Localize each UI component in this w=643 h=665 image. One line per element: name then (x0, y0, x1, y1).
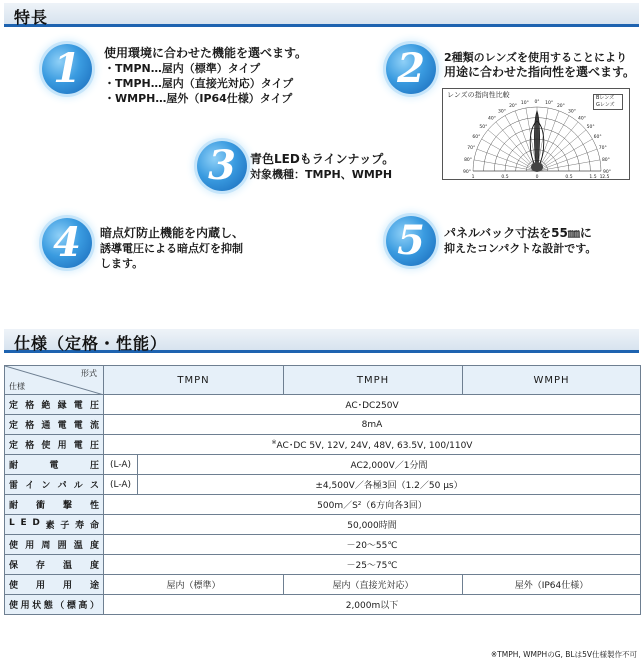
row-value-mark: ※ (271, 439, 277, 446)
model-header: WMPH (463, 366, 641, 395)
polar-scale-label: 2.5 (602, 175, 610, 180)
label-char: 用 (57, 441, 67, 451)
row-value: －25～75℃ (104, 555, 641, 575)
row-value: 屋内（直接光対応） (284, 575, 463, 595)
label-char: 通 (41, 421, 51, 431)
label-char: 電 (49, 461, 59, 471)
label-char: 用 (20, 601, 30, 611)
label-char: 圧 (89, 441, 99, 451)
table-row (5, 435, 641, 455)
spec-title: 仕様（定格・性能） (14, 334, 168, 353)
polar-angle-label: 40° (578, 116, 586, 122)
polar-angle-label: 0° (534, 100, 540, 105)
label-char: 定 (9, 441, 19, 451)
model-header: TMPN (104, 366, 284, 395)
label-char: 衝 (35, 501, 45, 511)
row-value-text: AC･DC 5V, 12V, 24V, 48V, 63.5V, 100/110V (276, 441, 473, 451)
label-char: 格 (25, 421, 35, 431)
feature-4-badge (42, 218, 92, 268)
label-char: 使 (9, 601, 19, 611)
label-char: 電 (73, 441, 83, 451)
row-tag: (L-A) (104, 455, 138, 475)
label-char: 周 (41, 541, 51, 551)
row-label (5, 555, 104, 575)
polar-lobe-base (531, 162, 543, 172)
polar-scale-label: 0 (535, 175, 539, 180)
polar-angle-label: 80° (601, 157, 610, 163)
polar-scale-label: 1 (471, 175, 475, 180)
polar-angle-label: 50° (479, 125, 488, 131)
table-row (5, 395, 641, 415)
row-value: 8mA (104, 415, 641, 435)
spec-table (4, 365, 641, 615)
polar-angle-label: 20° (509, 104, 518, 110)
label-char: 素 (45, 521, 55, 531)
label-char: 使 (41, 441, 51, 451)
label-char: 用 (25, 541, 35, 551)
label-char: 耐 (9, 461, 19, 471)
label-char: 保 (9, 561, 19, 571)
feature-1-line: ・TMPN…屋内（標準）タイプ (104, 62, 261, 75)
feature-4-line: 暗点灯防止機能を内蔵し、 (100, 226, 245, 240)
row-label-text (9, 438, 99, 451)
table-row (5, 415, 641, 435)
polar-scale-label: 1.5 (589, 175, 597, 180)
corner-top-label: 形式 (81, 369, 97, 378)
row-value: 50,000時間 (104, 515, 641, 535)
label-char: 温 (73, 541, 83, 551)
label-char: ル (73, 481, 83, 491)
label-char: 雷 (9, 481, 19, 491)
row-value: 屋外（IP64仕様） (463, 575, 641, 595)
label-char: 電 (73, 421, 83, 431)
label-char: L (9, 518, 15, 528)
label-char: 電 (57, 421, 67, 431)
feature-5-line: パネルバック寸法を55㎜に (444, 226, 592, 240)
feature-1-badge (42, 44, 92, 94)
label-char: 度 (89, 541, 99, 551)
table-row (5, 535, 641, 555)
row-value: 屋内（標準） (104, 575, 284, 595)
feature-3-line: 青色LEDもラインナップ。 (250, 152, 395, 166)
row-label-text (9, 578, 99, 591)
feature-4-text (100, 226, 244, 271)
label-char: 電 (73, 401, 83, 411)
label-char: 性 (89, 501, 99, 511)
polar-angle-label: 30° (498, 109, 506, 115)
label-char: 格 (25, 401, 35, 411)
label-char: 使 (9, 581, 19, 591)
spec-section-header (4, 329, 639, 353)
polar-angle-label: 70° (467, 146, 476, 152)
label-char: 囲 (57, 541, 67, 551)
feature-3-badge (197, 141, 247, 191)
feature-5-number: 5 (397, 217, 425, 264)
row-label (5, 435, 104, 455)
label-char: （ (55, 601, 65, 611)
row-label-text (9, 398, 99, 411)
label-char: 絶 (41, 401, 51, 411)
polar-chart-legend (593, 94, 623, 110)
label-char: 命 (89, 521, 99, 531)
corner-cell (5, 366, 104, 395)
label-char: ） (89, 601, 99, 611)
row-label (5, 595, 104, 615)
polar-angle-label: 10° (545, 101, 554, 107)
label-char: 定 (9, 421, 19, 431)
feature-4-line: します。 (100, 257, 144, 270)
label-char: 流 (89, 421, 99, 431)
row-label-text (9, 518, 99, 531)
label-char: 状 (32, 601, 42, 611)
feature-4-number: 4 (53, 219, 81, 266)
label-char: 高 (78, 601, 88, 611)
row-value: AC2,000V／1分間 (138, 455, 641, 475)
label-char: 用 (62, 581, 72, 591)
row-label-text (9, 458, 99, 471)
legend-item: Gレンズ (596, 102, 615, 108)
table-header-row (5, 366, 641, 395)
polar-scale-label: 1 (599, 175, 603, 180)
polar-angle-label: 50° (586, 125, 595, 131)
row-label (5, 475, 104, 495)
label-char: 撃 (62, 501, 72, 511)
polar-angle-label: 80° (464, 157, 473, 163)
footnote: ※TMPH, WMPHのG, BLは5V仕様製作不可 (490, 650, 637, 659)
label-char: 縁 (57, 401, 67, 411)
feature-2-line: 2種類のレンズを使用することにより (444, 51, 628, 64)
features-section-header (4, 3, 639, 27)
row-label (5, 395, 104, 415)
model-header: TMPH (284, 366, 463, 395)
label-char: 存 (35, 561, 45, 571)
table-row (5, 575, 641, 595)
row-label (5, 515, 104, 535)
polar-angle-label: 90° (463, 170, 471, 175)
corner-bottom-label: 仕様 (9, 382, 25, 391)
label-char: 温 (62, 561, 72, 571)
row-value (104, 435, 641, 455)
feature-1-text (104, 46, 307, 106)
lens-directivity-chart (442, 88, 630, 180)
row-label-text (9, 478, 99, 491)
label-char: ン (41, 481, 51, 491)
table-row (5, 515, 641, 535)
features-title: 特長 (14, 8, 49, 27)
label-char: 度 (89, 561, 99, 571)
label-char: 耐 (9, 501, 19, 511)
label-char: 定 (9, 401, 19, 411)
feature-3-line: 対象機種：TMPH、WMPH (250, 168, 393, 181)
feature-5-badge (386, 216, 436, 266)
table-row (5, 455, 641, 475)
row-label-text (9, 538, 99, 551)
label-char: 圧 (89, 461, 99, 471)
polar-angle-label: 10° (520, 101, 529, 107)
polar-angle-label: 70° (598, 146, 607, 152)
row-value: AC･DC250V (104, 395, 641, 415)
polar-scale-label: 0.5 (501, 175, 509, 180)
feature-3-number: 3 (208, 142, 236, 189)
table-row (5, 595, 641, 615)
row-label-text (9, 598, 99, 611)
feature-2-line: 用途に合わせた指向性を選べます。 (444, 65, 636, 79)
table-row (5, 555, 641, 575)
label-char: E (20, 518, 27, 528)
feature-2-text (444, 50, 635, 80)
feature-1-line: ・WMPH…屋外（IP64仕様）タイプ (104, 92, 293, 105)
feature-2-number: 2 (397, 45, 425, 92)
label-char: 用 (35, 581, 45, 591)
row-value: －20～55℃ (104, 535, 641, 555)
polar-angle-label: 90° (603, 170, 611, 175)
feature-5-line: 抑えたコンパクトな設計です。 (444, 242, 597, 255)
row-label (5, 495, 104, 515)
row-value: 500m／S²（6方向各3回） (104, 495, 641, 515)
row-label-text (9, 498, 99, 511)
polar-angle-label: 60° (593, 135, 602, 140)
legend-item: Bレンズ (596, 95, 615, 101)
feature-3-text (250, 152, 394, 182)
row-tag: (L-A) (104, 475, 138, 495)
label-char: 格 (25, 441, 35, 451)
feature-1-line: ・TMPH…屋内（直接光対応）タイプ (104, 77, 294, 90)
feature-5-text (444, 226, 596, 256)
label-char: D (32, 518, 40, 528)
polar-scale-label: 0.5 (565, 175, 573, 180)
label-char: 使 (9, 541, 19, 551)
label-char: イ (25, 481, 35, 491)
table-row (5, 475, 641, 495)
label-char: ス (89, 481, 99, 491)
feature-4-line: 誘導電圧による暗点灯を抑制 (100, 242, 243, 255)
table-row (5, 495, 641, 515)
polar-angle-label: 30° (568, 109, 576, 115)
label-char: 標 (66, 601, 76, 611)
label-char: パ (57, 481, 67, 491)
row-label (5, 575, 104, 595)
polar-chart-title: レンズの指向性比較 (447, 91, 510, 99)
label-char: 寿 (75, 521, 85, 531)
feature-1-line: 使用環境に合わせた機能を選べます。 (104, 46, 308, 60)
row-label (5, 535, 104, 555)
label-char: 途 (89, 581, 99, 591)
label-char: 圧 (89, 401, 99, 411)
feature-2-badge (386, 44, 436, 94)
polar-angle-label: 60° (472, 135, 481, 140)
row-value: 2,000m以下 (104, 595, 641, 615)
spec-table-container (4, 365, 640, 615)
polar-angle-label: 40° (488, 116, 496, 122)
row-label (5, 415, 104, 435)
label-char: 子 (60, 521, 70, 531)
row-value: ±4,500V／各極3回（1.2／50 μs） (138, 475, 641, 495)
polar-angle-label: 20° (556, 104, 565, 110)
row-label (5, 455, 104, 475)
label-char: 態 (43, 601, 53, 611)
feature-1-number: 1 (53, 45, 81, 92)
row-label-text (9, 558, 99, 571)
row-label-text (9, 418, 99, 431)
